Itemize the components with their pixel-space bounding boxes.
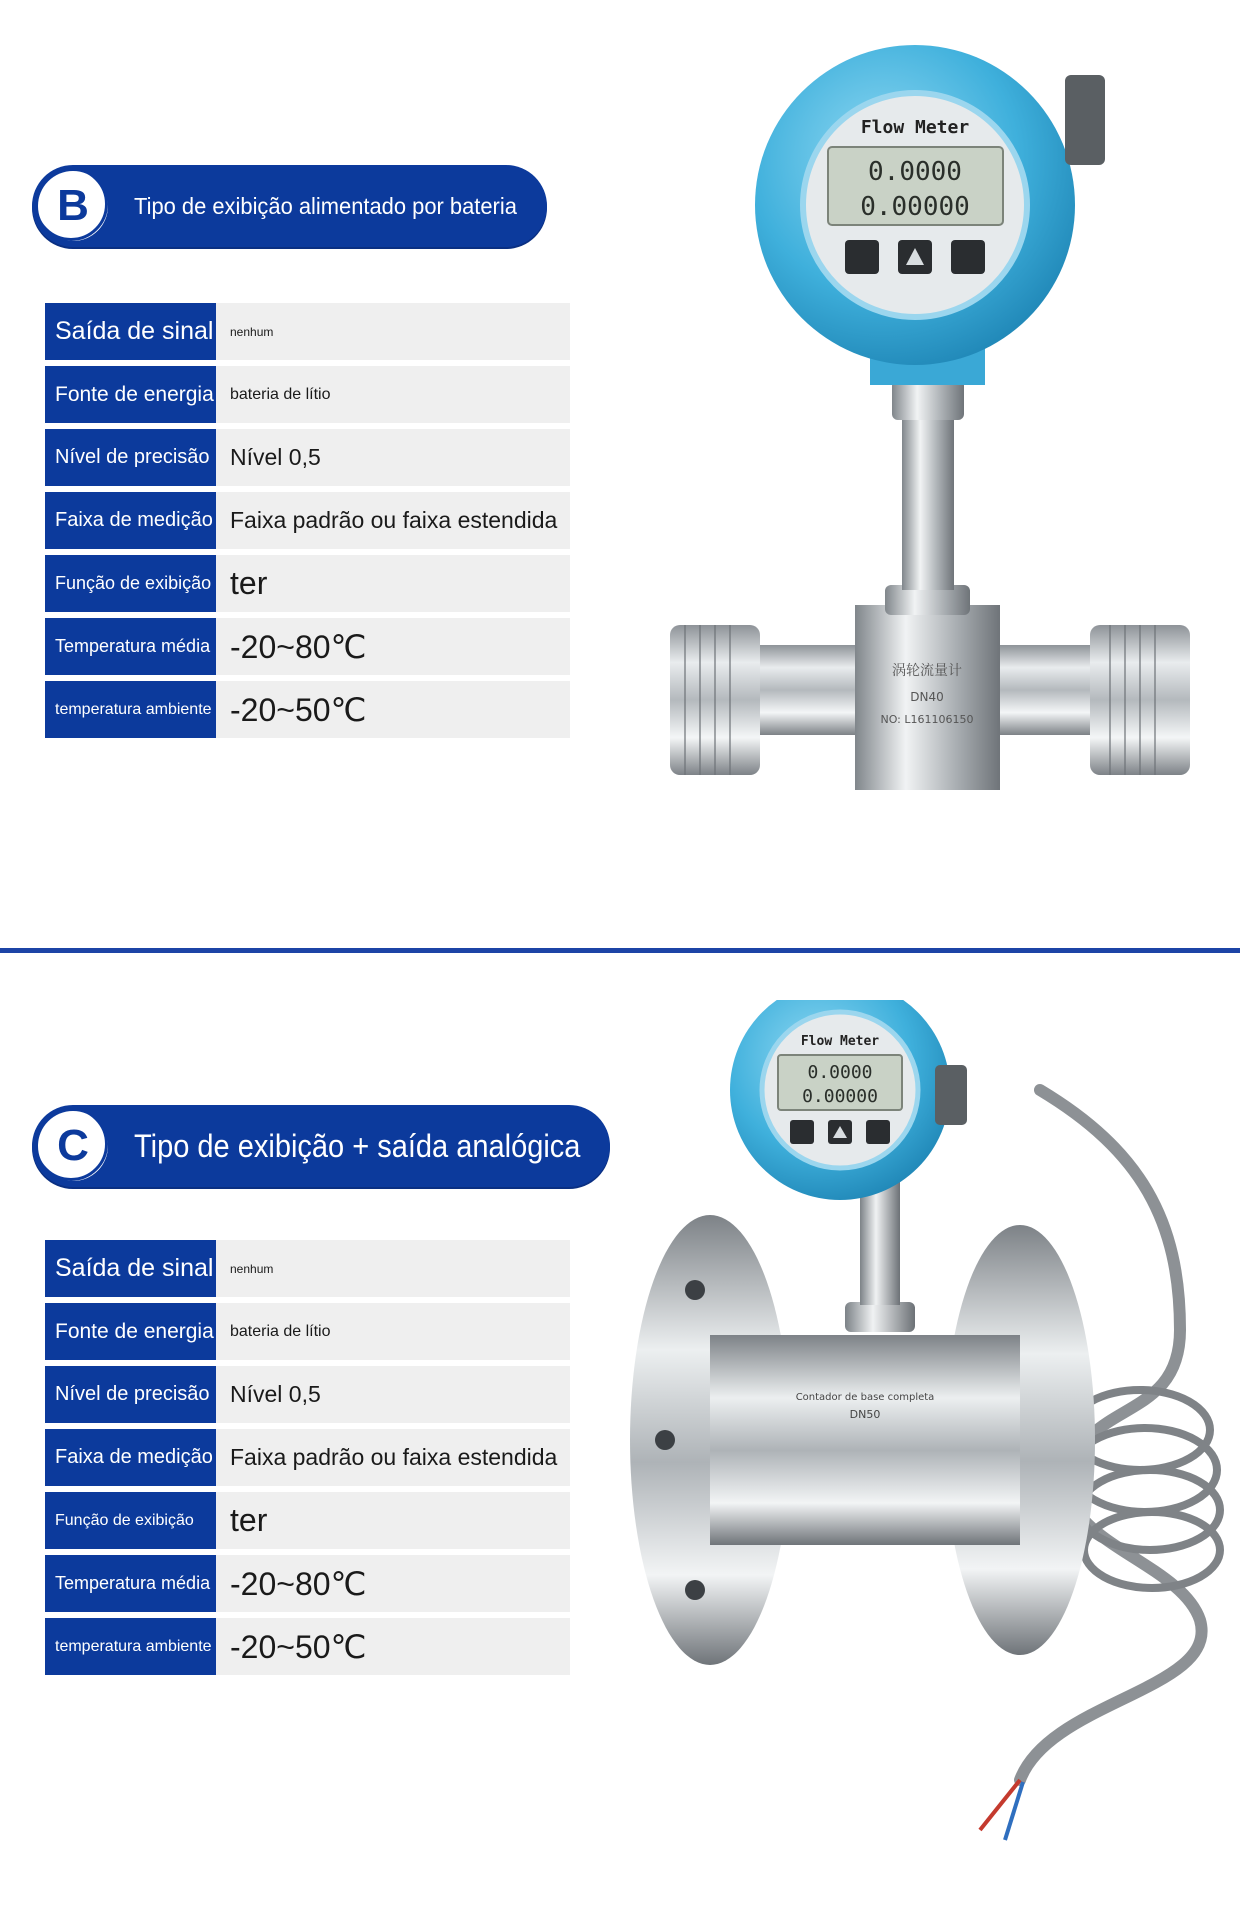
spec-value: -20~80℃ <box>216 618 570 675</box>
spec-row-display-function <box>45 1492 570 1549</box>
lcd-line-1: 0.0000 <box>807 1062 873 1083</box>
spec-row-signal-output <box>45 303 570 360</box>
enter-button-icon <box>866 1120 890 1144</box>
spec-row-ambient-temperature <box>45 1618 570 1675</box>
bolt-hole <box>685 1580 705 1600</box>
spec-value: Nível 0,5 <box>216 429 570 486</box>
spec-value: bateria de lítio <box>216 366 570 423</box>
stem-nut <box>892 380 964 420</box>
spec-value: Faixa padrão ou faixa estendida <box>216 492 570 549</box>
spec-label: Nível de precisão <box>45 1366 216 1423</box>
left-button-icon <box>845 240 879 274</box>
spec-value: nenhum <box>216 1240 570 1297</box>
meter-brand: Flow Meter <box>860 117 970 138</box>
plate-dn: DN50 <box>849 1408 881 1421</box>
spec-value: nenhum <box>216 303 570 360</box>
section-header-pill <box>32 1105 610 1187</box>
spec-label: temperatura ambiente <box>45 681 216 738</box>
plate-dn: DN40 <box>910 690 944 704</box>
plate-serial: NO: L161106150 <box>880 713 974 726</box>
spec-value: -20~50℃ <box>216 681 570 738</box>
spec-label: Saída de sinal <box>45 303 216 360</box>
lcd-line-1: 0.0000 <box>868 157 962 187</box>
bolt-hole <box>655 1430 675 1450</box>
stem <box>902 415 954 590</box>
plate-label: Contador de base completa <box>795 1392 935 1403</box>
spec-value: ter <box>216 1492 570 1549</box>
hex-nut <box>845 1302 915 1332</box>
spec-row-medium-temperature <box>45 1555 570 1612</box>
spec-row-accuracy <box>45 1366 570 1423</box>
spec-row-power-source <box>45 366 570 423</box>
spec-row-display-function <box>45 555 570 612</box>
left-button-icon <box>790 1120 814 1144</box>
section-header-pill <box>32 165 547 247</box>
section-divider <box>0 948 1240 953</box>
lcd-line-2: 0.00000 <box>860 192 970 222</box>
plate-model: 涡轮流量计 <box>892 663 962 679</box>
spec-value: Nível 0,5 <box>216 1366 570 1423</box>
spec-label: temperatura ambiente <box>45 1618 216 1675</box>
spec-row-medium-temperature <box>45 618 570 675</box>
spec-label: Temperatura média <box>45 618 216 675</box>
enter-button-icon <box>951 240 985 274</box>
lcd-line-2: 0.00000 <box>802 1086 878 1107</box>
spec-label: Faixa de medição <box>45 492 216 549</box>
spec-label: Função de exibição <box>45 1492 216 1549</box>
section-badge: B <box>38 171 108 241</box>
section-battery-display <box>0 0 1240 950</box>
spec-row-measuring-range <box>45 492 570 549</box>
spec-table <box>45 303 570 744</box>
spec-value: Faixa padrão ou faixa estendida <box>216 1429 570 1486</box>
spec-label: Fonte de energia <box>45 366 216 423</box>
spec-label: Temperatura média <box>45 1555 216 1612</box>
spec-value: ter <box>216 555 570 612</box>
spec-label: Faixa de medição <box>45 1429 216 1486</box>
spec-row-measuring-range <box>45 1429 570 1486</box>
spec-label: Nível de precisão <box>45 429 216 486</box>
section-title: Tipo de exibição + saída analógica <box>134 1128 581 1164</box>
spec-value: bateria de lítio <box>216 1303 570 1360</box>
bolt-hole <box>685 1280 705 1300</box>
section-display-analog-output <box>0 955 1240 1920</box>
spec-value: -20~80℃ <box>216 1555 570 1612</box>
section-badge: C <box>38 1111 108 1181</box>
cable-gland <box>935 1065 967 1125</box>
turbine-flow-meter-flanged-image <box>620 1000 1235 1860</box>
section-title: Tipo de exibição alimentado por bateria <box>134 193 517 219</box>
turbine-flow-meter-threaded-image <box>670 35 1190 855</box>
spec-row-accuracy <box>45 429 570 486</box>
spec-label: Saída de sinal <box>45 1240 216 1297</box>
spec-row-power-source <box>45 1303 570 1360</box>
spec-row-signal-output <box>45 1240 570 1297</box>
spec-value: -20~50℃ <box>216 1618 570 1675</box>
spec-label: Função de exibição <box>45 555 216 612</box>
meter-brand: Flow Meter <box>800 1034 880 1049</box>
spec-row-ambient-temperature <box>45 681 570 738</box>
cable-gland <box>1065 75 1105 165</box>
spec-table <box>45 1240 570 1681</box>
pipe-body <box>710 1335 1020 1545</box>
spec-label: Fonte de energia <box>45 1303 216 1360</box>
